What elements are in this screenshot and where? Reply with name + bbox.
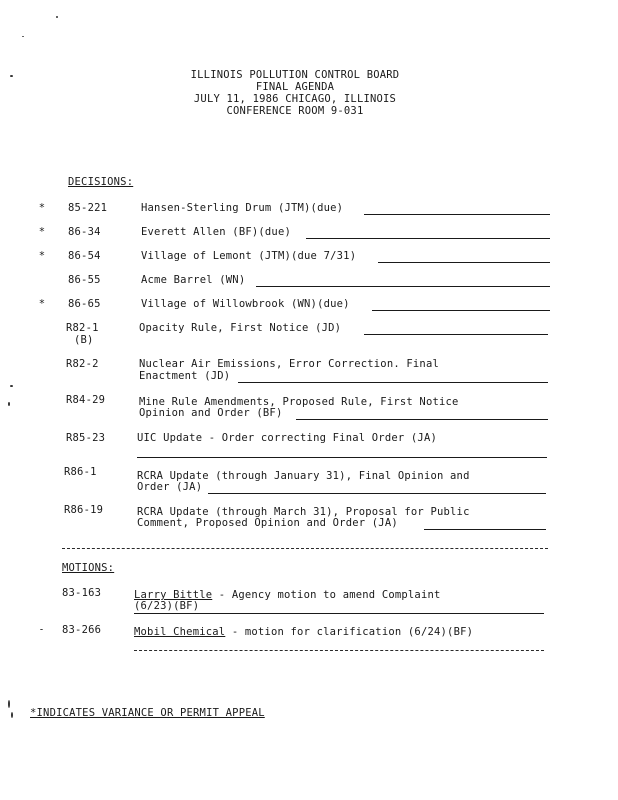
scan-speck [10,75,13,77]
rule-line [424,529,546,530]
scan-speck [11,712,13,718]
party-name: Larry Bittle [134,589,213,601]
variance-marker: * [38,298,46,310]
scan-speck [8,402,10,406]
item-description-cont: Enactment (JD) [139,370,231,382]
docket-number: 86-54 [68,250,101,262]
scan-speck [10,385,13,387]
docket-subpart: (B) [74,334,94,346]
rule-line [378,262,550,263]
item-description-cont: (6/23)(BF) [134,600,200,612]
item-description: Village of Lemont (JTM)(due 7/31) [141,250,357,262]
rule-line [364,334,548,335]
rule-line [372,310,550,311]
item-description-cont: Opinion and Order (BF) [139,407,283,419]
decisions-heading: DECISIONS: [68,176,134,188]
docket-number: 83-163 [62,587,102,599]
docket-number: R85-23 [66,432,106,444]
document-header [0,69,590,117]
item-description: RCRA Update (through March 31), Proposal for Public [137,506,470,518]
docket-number: 86-34 [68,226,101,238]
scan-speck [40,629,43,630]
docket-number: 86-55 [68,274,101,286]
docket-number: 85-221 [68,202,108,214]
scan-speck [22,36,24,37]
item-description: UIC Update - Order correcting Final Order (JA) [137,432,437,444]
rule-line [134,613,544,614]
scan-speck [8,700,10,708]
item-description: Acme Barrel (WN) [141,274,246,286]
docket-number: R82-2 [66,358,99,370]
rule-line [137,457,547,458]
variance-marker: * [38,250,46,262]
party-name: Mobil Chemical [134,626,226,638]
header-agenda-type: FINAL AGENDA [255,81,335,93]
motion-text: - motion for clarification (6/24)(BF) [225,626,474,638]
item-description: Everett Allen (BF)(due) [141,226,291,238]
item-description [134,626,473,638]
scan-speck [56,16,58,18]
section-separator [62,548,548,549]
rule-line [208,493,546,494]
motion-text: - Agency motion to amend Complaint [212,589,441,601]
item-description: Nuclear Air Emissions, Error Correction. Final [139,358,439,370]
variance-marker: * [38,226,46,238]
item-description: Village of Willowbrook (WN)(due) [141,298,350,310]
rule-line [256,286,550,287]
item-description: RCRA Update (through January 31), Final Opinion and [137,470,470,482]
rule-line [134,650,544,651]
item-description: Opacity Rule, First Notice (JD) [139,322,342,334]
item-description: Mine Rule Amendments, Proposed Rule, First Notice [139,396,459,408]
docket-number: R82-1 [66,322,99,334]
rule-line [296,419,548,420]
docket-number: R86-19 [64,504,104,516]
item-description-cont: Comment, Proposed Opinion and Order (JA) [137,517,398,529]
rule-line [306,238,550,239]
header-room: CONFERENCE ROOM 9-031 [226,105,364,117]
variance-marker: * [38,202,46,214]
footer-note: *INDICATES VARIANCE OR PERMIT APPEAL [30,707,265,719]
rule-line [238,382,548,383]
item-description: Hansen-Sterling Drum (JTM)(due) [141,202,344,214]
item-description-cont: Order (JA) [137,481,203,493]
header-date-location: JULY 11, 1986 CHICAGO, ILLINOIS [193,93,397,105]
docket-number: R86-1 [64,466,97,478]
docket-number: 83-266 [62,624,102,636]
header-board-name: ILLINOIS POLLUTION CONTROL BOARD [190,69,400,81]
rule-line [364,214,550,215]
docket-number: 86-65 [68,298,101,310]
motions-heading: MOTIONS: [62,562,115,574]
docket-number: R84-29 [66,394,106,406]
